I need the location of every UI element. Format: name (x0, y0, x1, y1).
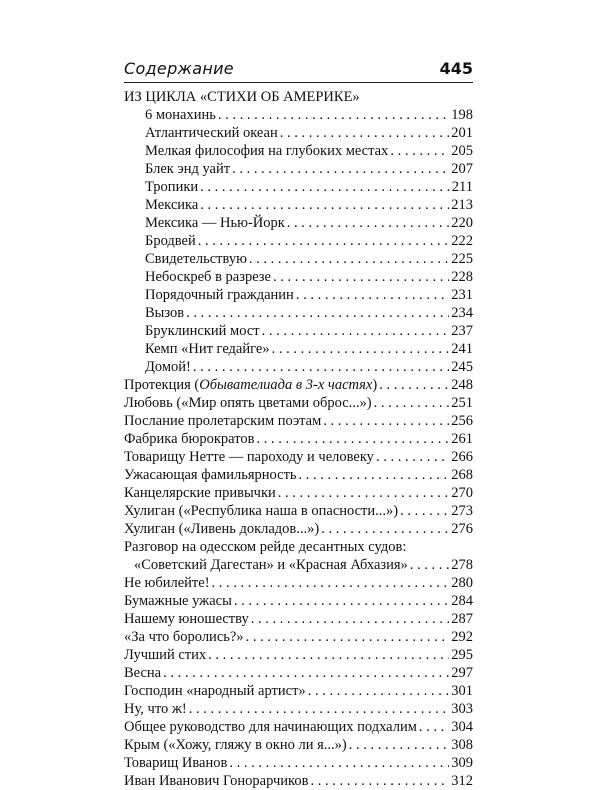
entry-page: 266 (451, 449, 473, 465)
entry-page: 256 (451, 413, 473, 429)
toc-entry (124, 106, 473, 124)
entry-page: 309 (451, 755, 473, 771)
page-number: 445 (439, 59, 473, 78)
entry-title: Свидетельствую (145, 251, 247, 267)
leader-dots (249, 250, 449, 268)
entry-title: Фабрика бюрократов (124, 431, 255, 447)
entry-title: Мелкая философия на глубоких местах (145, 143, 389, 159)
leader-dots (198, 232, 450, 250)
toc-entry (124, 250, 473, 268)
leader-dots (186, 304, 449, 322)
leader-dots (278, 484, 449, 502)
toc-entry (124, 628, 473, 646)
leader-dots (379, 376, 449, 394)
toc-entry (124, 394, 473, 412)
table-of-contents (124, 88, 473, 790)
leader-dots (323, 412, 449, 430)
toc-entry (124, 754, 473, 772)
leader-dots (272, 340, 450, 358)
entry-title-end: ) (372, 377, 378, 393)
entry-title: Любовь («Мир опять цветами оброс...») (124, 395, 372, 411)
leader-dots (310, 772, 449, 790)
entry-title: Послание пролетарским поэтам (124, 413, 322, 429)
entry-title: Хулиган («Ливень докладов...») (124, 521, 320, 537)
leader-dots (273, 268, 449, 286)
toc-entry (124, 340, 473, 358)
entry-page: 261 (451, 431, 473, 447)
toc-entry (124, 502, 473, 520)
toc-entry (124, 232, 473, 250)
entry-title: Домой! (145, 359, 191, 375)
entry-page: 268 (451, 467, 473, 483)
leader-dots (419, 718, 449, 736)
entry-title: Господин «народный артист» (124, 683, 306, 699)
leader-dots (246, 628, 450, 646)
toc-entry (124, 286, 473, 304)
entry-title: Товарищ Иванов (124, 755, 228, 771)
entry-page: 245 (451, 359, 473, 375)
entry-title: Бруклинский мост (145, 323, 260, 339)
leader-dots (251, 610, 450, 628)
header-rule (124, 82, 473, 83)
entry-page: 237 (451, 323, 473, 339)
leader-dots (390, 142, 449, 160)
toc-entry (124, 466, 473, 484)
leader-dots (229, 754, 449, 772)
entry-page: 248 (451, 377, 473, 393)
toc-entry (124, 664, 473, 682)
leader-dots (189, 700, 450, 718)
leader-dots (212, 574, 450, 592)
toc-entry (124, 610, 473, 628)
entry-page: 304 (451, 719, 473, 735)
entry-page: 297 (451, 665, 473, 681)
toc-entry (124, 700, 473, 718)
leader-dots (262, 322, 450, 340)
entry-title: Небоскреб в разрезе (145, 269, 271, 285)
entry-page: 276 (451, 521, 473, 537)
entry-page: 220 (451, 215, 473, 231)
entry-page: 312 (451, 773, 473, 789)
entry-subtitle: «Советский Дагестан» и «Красная Абхазия» (134, 557, 408, 573)
toc-entry (124, 430, 473, 448)
toc-entry (124, 196, 473, 214)
entry-title: Канцелярские привычки (124, 485, 276, 501)
entry-title: Не юбилейте! (124, 575, 210, 591)
entry-page: 198 (451, 107, 473, 123)
entry-title: 6 монахинь (145, 107, 216, 123)
leader-dots (200, 196, 449, 214)
entry-title: Порядочный гражданин (145, 287, 294, 303)
entry-title: Лучший стих (124, 647, 207, 663)
leader-dots (349, 736, 450, 754)
entry-title: Тропики (145, 179, 199, 195)
toc-entry (124, 592, 473, 610)
leader-dots (163, 664, 449, 682)
section-heading: ИЗ ЦИКЛА «СТИХИ ОБ АМЕРИКЕ» (124, 89, 360, 105)
leader-dots (299, 466, 450, 484)
toc-entry (124, 160, 473, 178)
toc-entry (124, 268, 473, 286)
toc-entry (124, 412, 473, 430)
entry-title: Весна (124, 665, 162, 681)
entry-page: 205 (451, 143, 473, 159)
leader-dots (410, 556, 449, 574)
entry-page: 225 (451, 251, 473, 267)
entry-page: 207 (451, 161, 473, 177)
leader-dots (308, 682, 450, 700)
entry-title: Кемп «Нит гедайге» (145, 341, 270, 357)
entry-title: Мексика (145, 197, 199, 213)
entry-page: 231 (451, 287, 473, 303)
leader-dots (208, 646, 449, 664)
leader-dots (400, 502, 449, 520)
entry-page: 303 (451, 701, 473, 717)
entry-title: Общее руководство для начинающих подхалим (124, 719, 417, 735)
entry-page: 241 (451, 341, 473, 357)
entry-title: Мексика — Нью-Йорк (145, 215, 285, 231)
entry-page: 211 (451, 179, 473, 195)
entry-page: 228 (451, 269, 473, 285)
leader-dots (376, 448, 449, 466)
leader-dots (321, 520, 449, 538)
toc-entry (124, 772, 473, 790)
toc-entry-title-line: Разговор на одесском рейде десантных судов: (124, 539, 407, 555)
entry-title: «За что боролись?» (124, 629, 244, 645)
entry-page: 280 (451, 575, 473, 591)
toc-entry (124, 718, 473, 736)
entry-page: 278 (451, 557, 473, 573)
entry-page: 295 (451, 647, 473, 663)
toc-entry-protection (124, 376, 473, 394)
entry-page: 284 (451, 593, 473, 609)
toc-entry (124, 214, 473, 232)
leader-dots (374, 394, 450, 412)
toc-entry (124, 322, 473, 340)
toc-entry (124, 520, 473, 538)
leader-dots (232, 160, 449, 178)
entry-title-start: Протекция ( (124, 377, 200, 393)
running-header (124, 58, 473, 80)
entry-title: Атлантический океан (145, 125, 278, 141)
entry-title: Бродвей (145, 233, 196, 249)
entry-page: 273 (451, 503, 473, 519)
entry-title-italic: Обывателиада в 3-х частях (199, 377, 373, 393)
entry-title: Хулиган («Республика наша в опасности...») (124, 503, 399, 519)
entry-page: 251 (451, 395, 473, 411)
toc-entry-continuation (124, 556, 473, 574)
entry-page: 222 (451, 233, 473, 249)
header-title: Содержание (124, 59, 234, 78)
entry-title: Крым («Хожу, гляжу в окно ли я...») (124, 737, 347, 753)
entry-title: Ужасающая фамильярность (124, 467, 297, 483)
toc-entry (124, 304, 473, 322)
entry-title (124, 376, 377, 394)
entry-title: Иван Иванович Гонорарчиков (124, 773, 309, 789)
leader-dots (218, 106, 449, 124)
leader-dots (234, 592, 449, 610)
toc-entry (124, 574, 473, 592)
toc-entry (124, 124, 473, 142)
toc-entry (124, 178, 473, 196)
toc-entry (124, 484, 473, 502)
toc-entry (124, 358, 473, 376)
leader-dots (200, 178, 450, 196)
leader-dots (280, 124, 450, 142)
toc-entry (124, 682, 473, 700)
entry-title: Вызов (145, 305, 185, 321)
leader-dots (256, 430, 449, 448)
entry-page: 308 (451, 737, 473, 753)
entry-page: 292 (451, 629, 473, 645)
entry-page: 213 (451, 197, 473, 213)
entry-title: Товарищу Нетте — пароходу и человеку (124, 449, 374, 465)
entry-title: Нашему юношеству (124, 611, 249, 627)
toc-entry (124, 142, 473, 160)
toc-entry (124, 646, 473, 664)
entry-title: Ну, что ж! (124, 701, 187, 717)
entry-page: 287 (451, 611, 473, 627)
entry-page: 201 (451, 125, 473, 141)
entry-title: Бумажные ужасы (124, 593, 232, 609)
leader-dots (296, 286, 449, 304)
toc-entry (124, 448, 473, 466)
entry-page: 234 (451, 305, 473, 321)
toc-entry (124, 736, 473, 754)
entry-title: Блек энд уайт (145, 161, 231, 177)
leader-dots (287, 214, 449, 232)
leader-dots (193, 358, 449, 376)
entry-page: 301 (451, 683, 473, 699)
entry-page: 270 (451, 485, 473, 501)
